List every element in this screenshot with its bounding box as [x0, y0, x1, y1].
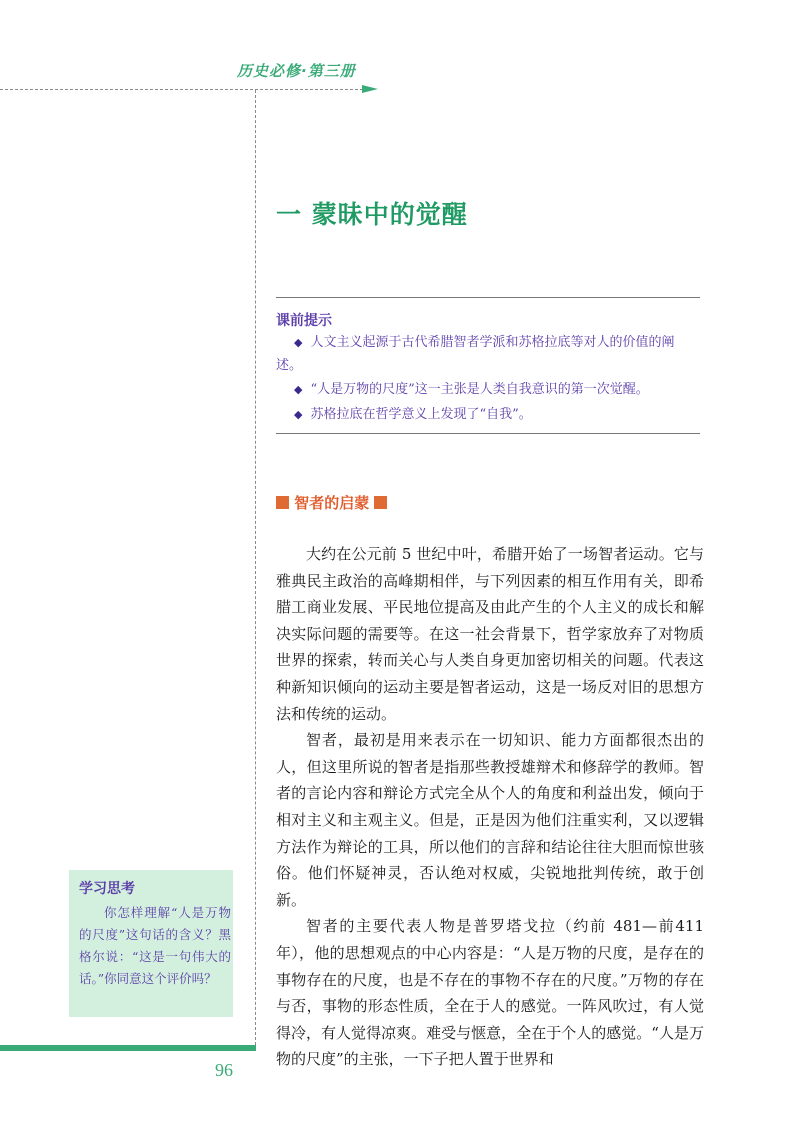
pre-class-tips-box: [276, 297, 700, 434]
diamond-bullet-icon: ◆: [294, 383, 303, 396]
study-question-text: 你怎样理解“人是万物的尺度”这句话的含义？黑格尔说：“这是一句伟大的话。”你同意这个评价吗？: [79, 905, 231, 986]
body-paragraph: 大约在公元前 5 世纪中叶，希腊开始了一场智者运动。它与雅典民主政治的高峰期相伴，与下列因素的相互作用有关，即希腊工商业发展、平民地位提高及由此产生的个人主义的成长和解决实际问题的需要等。在这一社会背景下，哲学家放弃了对物质世界的探索，转而关心与人类自身更加密切相关的问题。代表这种新知识倾向的运动主要是智者运动，这是一场反对旧的思想方法和传统的运动。: [276, 545, 704, 723]
section-heading-text: 智者的启蒙: [294, 494, 370, 512]
square-bullet-icon: [374, 496, 387, 509]
header-dashed-line: [0, 89, 368, 90]
body-paragraph: 智者，最初是用来表示在一切知识、能力方面都很杰出的人，但这里所说的智者是指那些教授雄辩术和修辞学的教师。智者的言论内容和辩论方式完全从个人的角度和利益出发，倾向于相对主义和主观主义。但是，正是因为他们注重实利，又以逻辑方法作为辩论的工具，所以他们的言辞和结论往往大胆而惊世骇俗。他们怀疑神灵，否认绝对权威，尖锐地批判传统，敢于创新。: [276, 731, 704, 909]
body-text: [276, 541, 704, 1073]
book-title: 历史必修·第三册: [237, 62, 356, 80]
lesson-title: 一 蒙昧中的觉醒: [276, 200, 468, 229]
tip-text: 人文主义起源于古代希腊智者学派和苏格拉底等对人的价值的阐述。: [276, 335, 675, 373]
margin-dashed-line: [255, 90, 256, 1045]
body-paragraph: 智者的主要代表人物是普罗塔戈拉（约前 481—前411 年），他的思想观点的中心内容是：“人是万物的尺度，是存在的事物存在的尺度，也是不存在的事物不存在的尺度。”万物的存在与否，事物的形态性质，全在于人的感觉。一阵风吹过，有人觉得冷，有人觉得凉爽。难受与惬意，全在于个人的感觉。“人是万物的尺度”的主张，一下子把人置于世界和: [276, 917, 704, 1069]
diamond-bullet-icon: ◆: [294, 408, 303, 421]
square-bullet-icon: [276, 496, 289, 509]
tip-item: [276, 403, 700, 426]
diamond-bullet-icon: ◆: [294, 336, 303, 349]
tip-item: [276, 378, 700, 401]
tip-item: [276, 331, 700, 377]
tip-text: “人是万物的尺度”这一主张是人类自我意识的第一次觉醒。: [310, 382, 649, 397]
study-question-box: [69, 870, 233, 1017]
tips-heading: 课前提示: [276, 313, 332, 329]
footer-bar: [0, 1045, 256, 1051]
page-number: 96: [215, 1060, 233, 1080]
section-heading: [276, 492, 387, 513]
study-question-heading: 学习思考: [79, 881, 135, 897]
arrow-icon: [362, 85, 378, 93]
tip-text: 苏格拉底在哲学意义上发现了“自我”。: [310, 407, 532, 422]
